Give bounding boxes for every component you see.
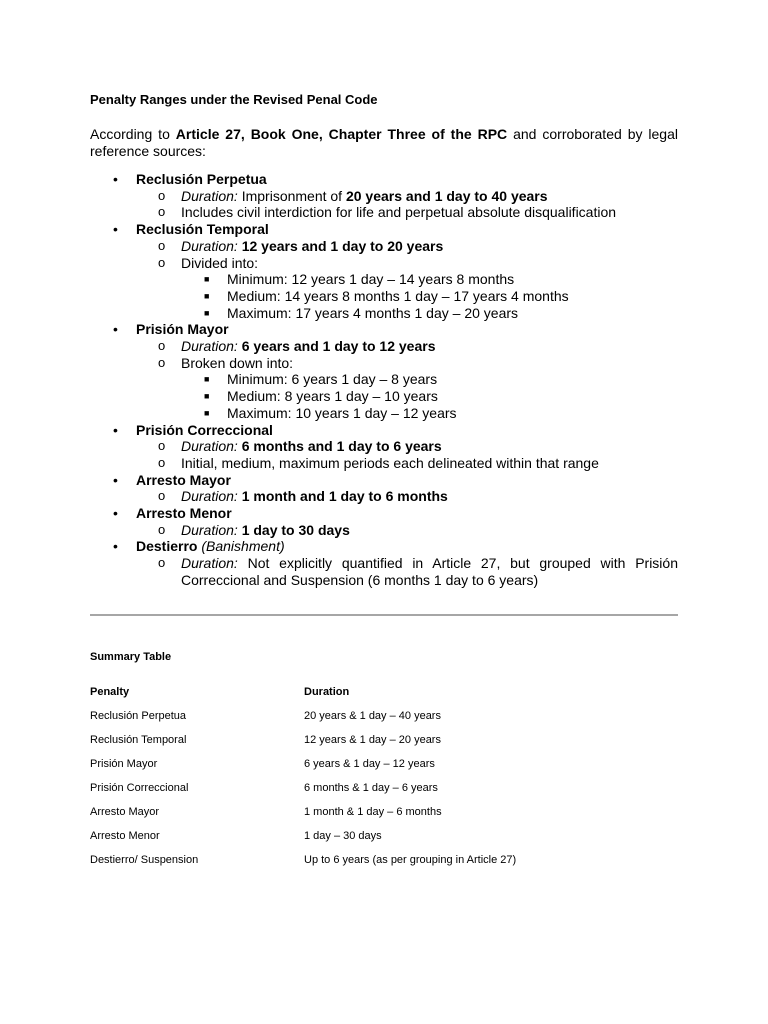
bullet-icon: • [113, 421, 118, 438]
duration-line [136, 555, 678, 588]
duration-line [136, 438, 678, 455]
summary-header-row [90, 686, 516, 710]
square-bullet-icon: ■ [204, 307, 210, 318]
duration-value: 12 years and 1 day to 20 years [241, 237, 444, 254]
duration-line [136, 488, 678, 505]
penalty-list [90, 171, 678, 589]
table-row [90, 830, 516, 854]
intro-bold-reference: Article 27, Book One, Chapter Three of the RPC [175, 126, 508, 142]
penalty-details [136, 188, 678, 221]
square-bullet-icon: ■ [204, 407, 210, 418]
summary-title: Summary Table [90, 651, 172, 663]
detail-line [136, 204, 678, 221]
penalty-item [90, 538, 678, 588]
penalty-cell: Prisión Correccional [90, 782, 189, 794]
table-row [90, 710, 516, 734]
detail-text: Divided into: [181, 254, 259, 271]
duration-cell: 6 months & 1 day – 6 years [304, 782, 438, 794]
detail-line [136, 455, 678, 472]
duration-value: 1 month and 1 day to 6 months [241, 488, 448, 505]
bullet-icon: • [113, 321, 118, 338]
duration-line [136, 522, 678, 539]
bullet-icon: • [113, 538, 118, 555]
period-item [181, 388, 678, 405]
duration-cell: 20 years & 1 day – 40 years [304, 710, 441, 722]
penalty-details [136, 338, 678, 422]
penalty-item [90, 171, 678, 221]
sub-bullet-icon: o [158, 338, 166, 354]
penalty-details [136, 488, 678, 505]
duration-line [136, 338, 678, 355]
table-row [90, 758, 516, 782]
duration-label: Duration: [181, 521, 238, 538]
table-row [90, 806, 516, 830]
detail-text: Includes civil interdiction for life and perpetual absolute disqualification [181, 204, 617, 221]
table-row [90, 854, 516, 878]
penalty-item [90, 422, 678, 472]
penalty-name: Reclusión Temporal [136, 221, 269, 238]
duration-label: Duration: [181, 338, 238, 355]
duration-label: Duration: [181, 237, 238, 254]
square-bullet-icon: ■ [204, 274, 210, 285]
detail-line [136, 255, 678, 322]
duration-cell: Up to 6 years (as per grouping in Article 27) [304, 854, 517, 866]
penalty-name: Arresto Menor [136, 505, 232, 522]
sub-bullet-icon: o [158, 454, 166, 470]
square-bullet-icon: ■ [204, 374, 210, 385]
detail-text: Initial, medium, maximum periods each delineated within that range [181, 454, 599, 471]
intro-prefix: According to [90, 126, 176, 142]
period-text: Minimum: 6 years 1 day – 8 years [227, 371, 438, 388]
section-divider [90, 614, 678, 616]
period-item [181, 271, 678, 288]
period-list [181, 271, 678, 321]
period-item [181, 288, 678, 305]
penalty-cell: Arresto Mayor [90, 806, 160, 818]
sub-bullet-icon: o [158, 555, 166, 571]
detail-line [136, 355, 678, 422]
penalty-name: Destierro [136, 538, 198, 555]
penalty-details [136, 238, 678, 322]
document-body [90, 91, 678, 589]
table-row [90, 734, 516, 758]
duration-label: Duration: [181, 555, 238, 572]
period-list [181, 371, 678, 421]
period-text: Maximum: 10 years 1 day – 12 years [227, 404, 457, 421]
penalty-note: (Banishment) [201, 538, 285, 555]
bullet-icon: • [113, 221, 118, 238]
period-text: Maximum: 17 years 4 months 1 day – 20 years [227, 304, 519, 321]
duration-line [136, 238, 678, 255]
sub-bullet-icon: o [158, 237, 166, 253]
document-heading: Penalty Ranges under the Revised Penal Code [90, 92, 378, 107]
duration-cell: 6 years & 1 day – 12 years [304, 758, 435, 770]
duration-label: Duration: [181, 488, 238, 505]
duration-cell: 1 day – 30 days [304, 830, 382, 842]
summary-header-duration: Duration [304, 686, 350, 698]
detail-text: Broken down into: [181, 354, 294, 371]
duration-cell: 1 month & 1 day – 6 months [304, 806, 442, 818]
period-text: Medium: 8 years 1 day – 10 years [227, 388, 438, 405]
penalty-details [136, 555, 678, 588]
table-row [90, 782, 516, 806]
penalty-name: Prisión Mayor [136, 321, 229, 338]
square-bullet-icon: ■ [204, 290, 210, 301]
period-text: Minimum: 12 years 1 day – 14 years 8 months [227, 271, 515, 288]
penalty-details [136, 522, 678, 539]
sub-bullet-icon: o [158, 204, 166, 220]
summary-table [90, 686, 516, 878]
duration-cell: 12 years & 1 day – 20 years [304, 734, 441, 746]
sub-bullet-icon: o [158, 438, 166, 454]
sub-bullet-icon: o [158, 521, 166, 537]
period-item [181, 405, 678, 422]
penalty-details [136, 438, 678, 471]
penalty-item [90, 505, 678, 538]
duration-value: 20 years and 1 day to 40 years [345, 187, 548, 204]
period-item [181, 371, 678, 388]
penalty-name: Prisión Correccional [136, 421, 273, 438]
duration-value: 6 years and 1 day to 12 years [241, 338, 436, 355]
square-bullet-icon: ■ [204, 391, 210, 402]
duration-line [136, 188, 678, 205]
penalty-cell: Reclusión Temporal [90, 734, 187, 746]
sub-bullet-icon: o [158, 354, 166, 370]
duration-value: 6 months and 1 day to 6 years [241, 438, 442, 455]
summary-table-body [90, 710, 516, 878]
penalty-cell: Reclusión Perpetua [90, 710, 187, 722]
penalty-item [90, 472, 678, 505]
sub-bullet-icon: o [158, 254, 166, 270]
duration-text: Not explicitly quantified in Article 27, but grouped with Prisión Correccional and Suspension (6 months 1 day to 6 years) [181, 555, 678, 588]
period-text: Medium: 14 years 8 months 1 day – 17 years 4 months [227, 287, 569, 304]
intro-suffix: and corroborated by legal reference sources: [90, 126, 678, 159]
sub-bullet-icon: o [158, 187, 166, 203]
penalty-name: Reclusión Perpetua [136, 171, 267, 187]
summary-section [90, 650, 678, 878]
duration-label: Duration: [181, 438, 238, 455]
period-item [181, 305, 678, 322]
duration-label: Duration: [181, 187, 238, 204]
penalty-item [90, 321, 678, 421]
summary-header-penalty: Penalty [90, 686, 130, 698]
sub-bullet-icon: o [158, 488, 166, 504]
bullet-icon: • [113, 171, 118, 187]
penalty-cell: Prisión Mayor [90, 758, 158, 770]
penalty-name: Arresto Mayor [136, 471, 231, 488]
duration-value: 1 day to 30 days [241, 521, 350, 538]
intro-paragraph [90, 126, 678, 160]
duration-text: Imprisonment of [241, 187, 346, 204]
penalty-cell: Arresto Menor [90, 830, 160, 842]
bullet-icon: • [113, 471, 118, 488]
bullet-icon: • [113, 505, 118, 522]
penalty-cell: Destierro/ Suspension [90, 854, 199, 866]
penalty-item [90, 221, 678, 321]
